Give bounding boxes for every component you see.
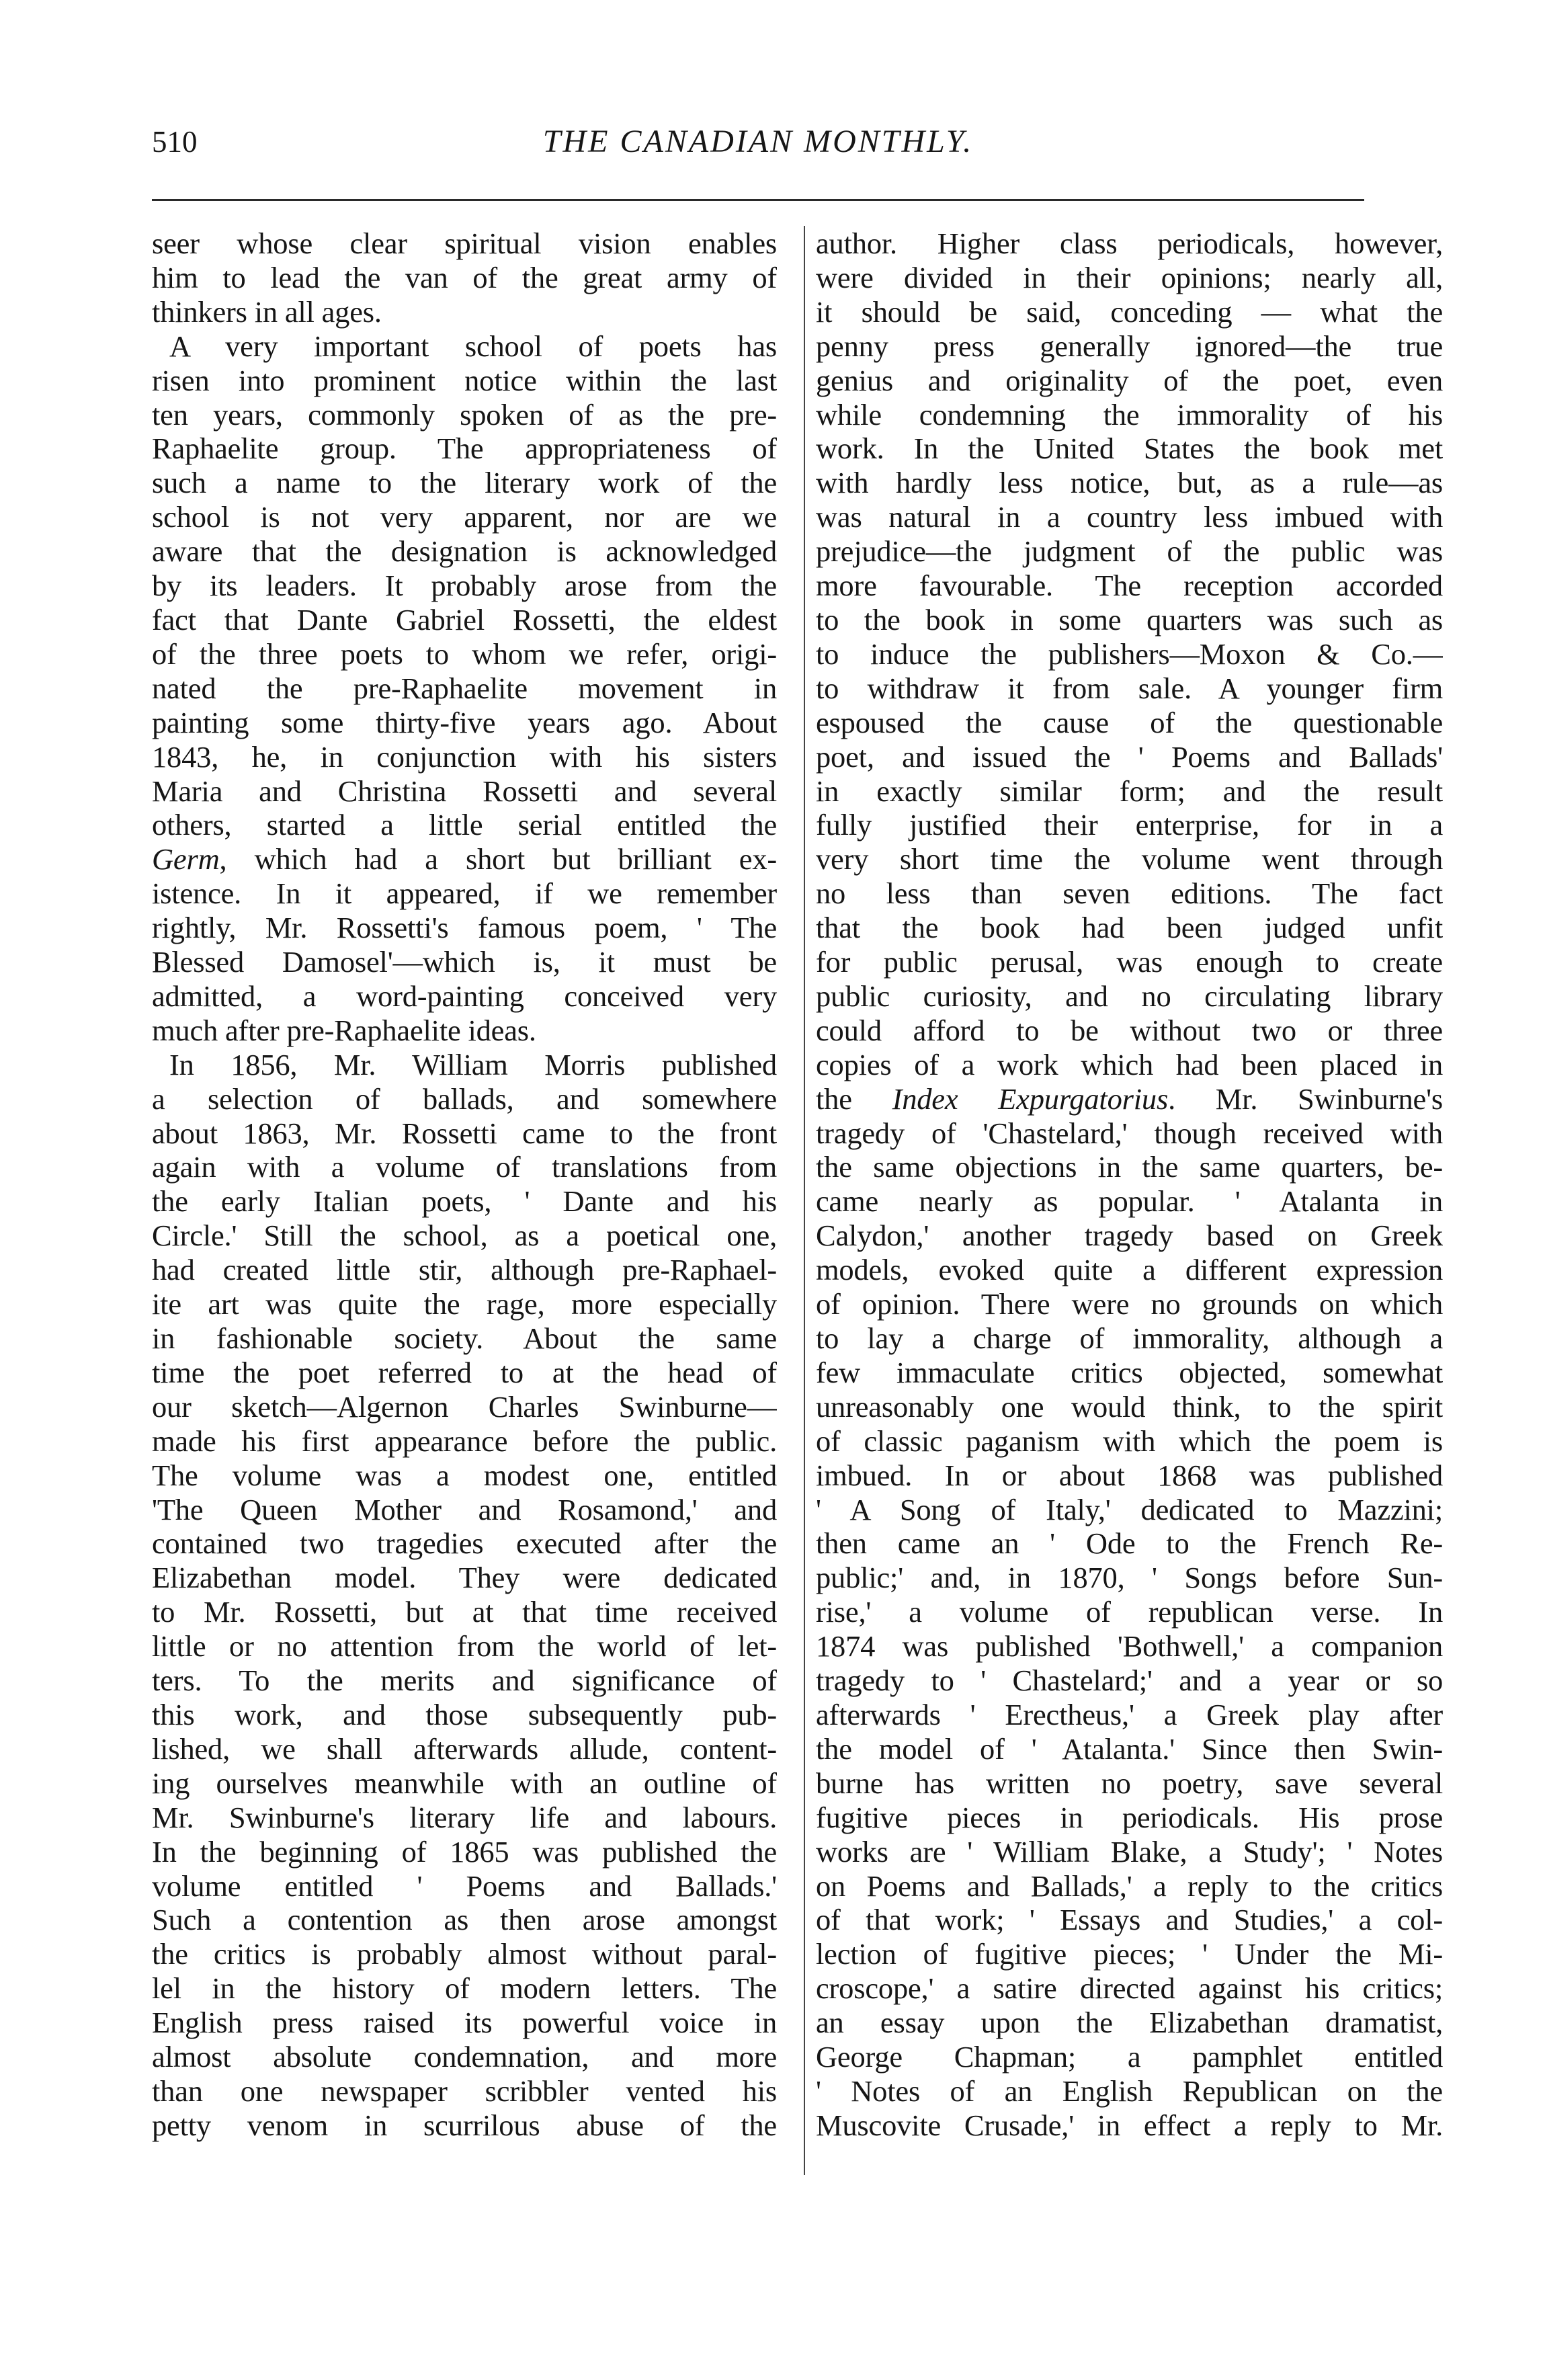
text-line: copies of a work which had been placed in: [816, 1047, 1443, 1081]
text-line: while condemning the immorality of his: [816, 397, 1443, 432]
text-line: on Poems and Ballads,' a reply to the critics: [816, 1869, 1443, 1903]
right-column: [816, 227, 1443, 2143]
text-line: very short time the volume went through: [816, 842, 1443, 876]
text-line: few immaculate critics objected, somewhat: [816, 1355, 1443, 1389]
text-line: nated the pre-Raphaelite movement in: [152, 671, 777, 705]
text-line: could afford to be without two or three: [816, 1013, 1443, 1047]
text-line: volume entitled ' Poems and Ballads.': [152, 1869, 777, 1903]
text-line: Muscovite Crusade,' in effect a reply to Mr.: [816, 2108, 1443, 2142]
text-line: ten years, commonly spoken of as the pre-: [152, 397, 777, 432]
text-line: ters. To the merits and significance of: [152, 1664, 777, 1698]
text-line: risen into prominent notice within the last: [152, 363, 777, 397]
text-line: no less than seven editions. The fact: [816, 876, 1443, 911]
text-line: about 1863, Mr. Rossetti came to the front: [152, 1116, 777, 1150]
text-line: with hardly less notice, but, as a rule—as: [816, 466, 1443, 500]
text-line: much after pre-Raphaelite ideas.: [152, 1013, 536, 1047]
text-line: 1874 was published 'Bothwell,' a companion: [816, 1629, 1443, 1664]
text-line: to induce the publishers—Moxon & Co.—: [816, 637, 1443, 671]
text-line: istence. In it appeared, if we remember: [152, 876, 777, 911]
running-head: [152, 118, 1364, 165]
text-line: afterwards ' Erectheus,' a Greek play after: [816, 1697, 1443, 1731]
text-line: our sketch—Algernon Charles Swinburne—: [152, 1389, 777, 1424]
text-line: Blessed Damosel'—which is, it must be: [152, 945, 777, 979]
text-line: The volume was a modest one, entitled: [152, 1458, 777, 1492]
text-line: was natural in a country less imbued with: [816, 500, 1443, 534]
text-line: unreasonably one would think, to the spirit: [816, 1389, 1443, 1424]
text-line: lection of fugitive pieces; ' Under the Mi-: [816, 1937, 1443, 1971]
text-line: poet, and issued the ' Poems and Ballads': [816, 739, 1443, 774]
text-line: to lay a charge of immorality, although a: [816, 1321, 1443, 1355]
text-line: 1843, he, in conjunction with his sisters: [152, 739, 777, 774]
text-line: works are ' William Blake, a Study'; ' Notes: [816, 1834, 1443, 1869]
text-line: such a name to the literary work of the: [152, 466, 777, 500]
text-line: to the book in some quarters was such as: [816, 602, 1443, 637]
text-line: ite art was quite the rage, more especially: [152, 1287, 777, 1321]
text-line: imbued. In or about 1868 was published: [816, 1458, 1443, 1492]
text-line: more favourable. The reception accorded: [816, 569, 1443, 603]
text-line: work. In the United States the book met: [816, 432, 1443, 466]
text-line: public curiosity, and no circulating library: [816, 979, 1443, 1013]
text-line: came nearly as popular. ' Atalanta in: [816, 1184, 1443, 1219]
text-line: the Index Expurgatorius. Mr. Swinburne's: [816, 1081, 1443, 1116]
text-line: Mr. Swinburne's literary life and labours.: [152, 1800, 777, 1834]
text-line: author. Higher class periodicals, however,: [816, 227, 1443, 260]
text-line: it should be said, conceding — what the: [816, 294, 1443, 329]
text-line: time the poet referred to at the head of: [152, 1355, 777, 1389]
text-line: in fashionable society. About the same: [152, 1321, 777, 1355]
text-line: seer whose clear spiritual vision enables: [152, 227, 777, 260]
text-line: George Chapman; a pamphlet entitled: [816, 2040, 1443, 2074]
text-line: public;' and, in 1870, ' Songs before Sun-: [816, 1561, 1443, 1595]
text-line: genius and originality of the poet, even: [816, 363, 1443, 397]
text-line: 'The Queen Mother and Rosamond,' and: [152, 1492, 777, 1526]
text-line: In the beginning of 1865 was published the: [152, 1834, 777, 1869]
text-line: painting some thirty-five years ago. About: [152, 705, 777, 739]
text-line: again with a volume of translations from: [152, 1150, 777, 1184]
text-line: lel in the history of modern letters. The: [152, 1971, 777, 2006]
text-line: had created little stir, although pre-Raphael-: [152, 1253, 777, 1287]
text-line: tragedy of 'Chastelard,' though received with: [816, 1116, 1443, 1150]
text-line: the early Italian poets, ' Dante and his: [152, 1184, 777, 1219]
text-line: Calydon,' another tragedy based on Greek: [816, 1219, 1443, 1253]
text-line: the model of ' Atalanta.' Since then Swin-: [816, 1731, 1443, 1766]
text-line: fugitive pieces in periodicals. His prose: [816, 1800, 1443, 1834]
text-line: were divided in their opinions; nearly all,: [816, 260, 1443, 294]
text-line: than one newspaper scribbler vented his: [152, 2074, 777, 2108]
text-line: of opinion. There were no grounds on which: [816, 1287, 1443, 1321]
text-line: for public perusal, was enough to create: [816, 945, 1443, 979]
text-line: aware that the designation is acknowledged: [152, 534, 777, 569]
text-line: fact that Dante Gabriel Rossetti, the eldest: [152, 602, 777, 637]
text-line: contained two tragedies executed after the: [152, 1526, 777, 1561]
text-line: Germ, which had a short but brilliant ex-: [152, 842, 777, 876]
text-line: of classic paganism with which the poem is: [816, 1424, 1443, 1458]
text-line: English press raised its powerful voice in: [152, 2006, 777, 2040]
column-divider: [804, 226, 805, 2175]
text-line: Such a contention as then arose amongst: [152, 1903, 777, 1937]
text-line: fully justified their enterprise, for in a: [816, 808, 1443, 842]
text-line: then came an ' Ode to the French Re-: [816, 1526, 1443, 1561]
text-line: this work, and those subsequently pub-: [152, 1697, 777, 1731]
text-line: almost absolute condemnation, and more: [152, 2040, 777, 2074]
text-line: others, started a little serial entitled the: [152, 808, 777, 842]
left-column: [152, 227, 777, 2143]
text-line: ' A Song of Italy,' dedicated to Mazzini;: [816, 1492, 1443, 1526]
text-line: models, evoked quite a different expression: [816, 1253, 1443, 1287]
text-line: croscope,' a satire directed against his critics;: [816, 1971, 1443, 2006]
text-line: rightly, Mr. Rossetti's famous poem, ' The: [152, 911, 777, 945]
text-line: school is not very apparent, nor are we: [152, 500, 777, 534]
text-line: prejudice—the judgment of the public was: [816, 534, 1443, 569]
text-line: petty venom in scurrilous abuse of the: [152, 2108, 777, 2142]
text-line: him to lead the van of the great army of: [152, 260, 777, 294]
text-line: In 1856, Mr. William Morris published: [169, 1047, 777, 1081]
text-line: Maria and Christina Rossetti and several: [152, 774, 777, 808]
text-line: admitted, a word-painting conceived very: [152, 979, 777, 1013]
text-line: to Mr. Rossetti, but at that time received: [152, 1595, 777, 1629]
text-line: thinkers in all ages.: [152, 294, 382, 329]
text-line: to withdraw it from sale. A younger firm: [816, 671, 1443, 705]
text-line: tragedy to ' Chastelard;' and a year or so: [816, 1664, 1443, 1698]
text-line: Elizabethan model. They were dedicated: [152, 1561, 777, 1595]
text-line: Raphaelite group. The appropriateness of: [152, 432, 777, 466]
text-line: of the three poets to whom we refer, origi-: [152, 637, 777, 671]
header-rule: [152, 199, 1364, 201]
text-line: little or no attention from the world of let-: [152, 1629, 777, 1664]
text-line: by its leaders. It probably arose from the: [152, 569, 777, 603]
text-line: Circle.' Still the school, as a poetical one,: [152, 1219, 777, 1253]
page-number: 510: [152, 125, 198, 159]
text-line: lished, we shall afterwards allude, content-: [152, 1731, 777, 1766]
text-line: in exactly similar form; and the result: [816, 774, 1443, 808]
journal-title: THE CANADIAN MONTHLY.: [542, 124, 974, 159]
text-line: the same objections in the same quarters, be-: [816, 1150, 1443, 1184]
text-line: a selection of ballads, and somewhere: [152, 1081, 777, 1116]
text-line: A very important school of poets has: [169, 329, 777, 363]
text-line: ' Notes of an English Republican on the: [816, 2074, 1443, 2108]
text-line: espoused the cause of the questionable: [816, 705, 1443, 739]
text-line: burne has written no poetry, save several: [816, 1766, 1443, 1800]
text-line: ing ourselves meanwhile with an outline of: [152, 1766, 777, 1800]
text-line: rise,' a volume of republican verse. In: [816, 1595, 1443, 1629]
text-line: that the book had been judged unfit: [816, 911, 1443, 945]
text-line: penny press generally ignored—the true: [816, 329, 1443, 363]
text-line: of that work; ' Essays and Studies,' a col-: [816, 1903, 1443, 1937]
text-line: an essay upon the Elizabethan dramatist,: [816, 2006, 1443, 2040]
text-line: the critics is probably almost without paral-: [152, 1937, 777, 1971]
text-line: made his first appearance before the public.: [152, 1424, 777, 1458]
